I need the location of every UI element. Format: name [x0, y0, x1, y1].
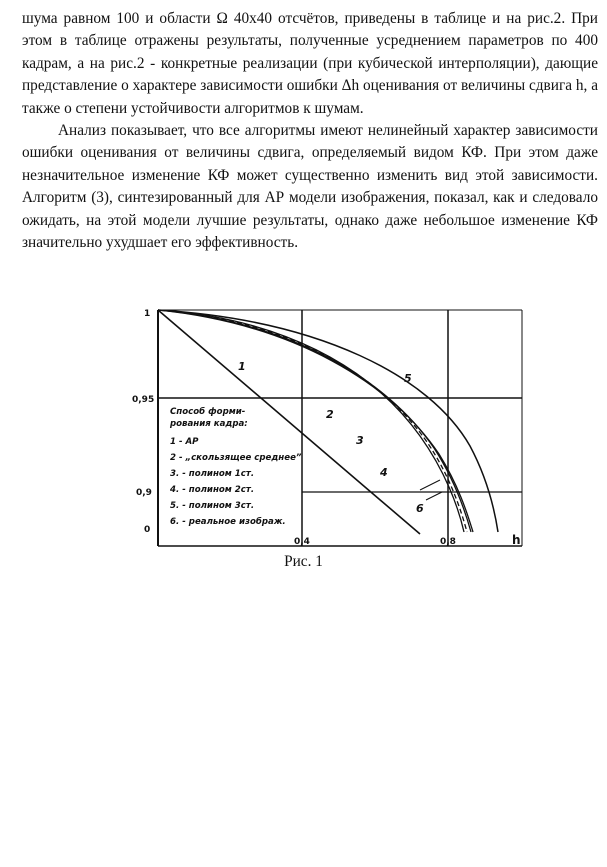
- curve-label-4: 4: [380, 466, 388, 479]
- x-tick-08: 0,8: [440, 537, 456, 547]
- x-tick-04: 0,4: [294, 537, 310, 547]
- curve-label-3: 3: [356, 434, 364, 447]
- y-tick-095: 0,95: [132, 395, 155, 405]
- paragraph-1: шума равном 100 и области Ω 40х40 отсчётов, приведены в таблице и на рис.2. При этом в таблице отражены результаты, полученные усреднением параметров по 400 кадрам, а на рис.2 - конкретные реализации (при кубической интерполяции), дающие представление о характере зависимости ошибки Δh оценивания от величины сдвига h, а также о степени устойчивости алгоритмов к шумам.: [22, 10, 598, 117]
- figure-caption: Рис. 1: [284, 553, 323, 570]
- curve-label-1: 1: [238, 360, 246, 373]
- legend-item-4: 4. - полином 2ст.: [170, 485, 255, 495]
- x-axis-label: h: [512, 533, 521, 547]
- curve-ticks: [420, 480, 442, 500]
- curve-label-6: 6: [416, 502, 424, 515]
- legend-item-2: 2 - „скользящее среднее”: [170, 453, 302, 463]
- curve-label-5: 5: [404, 372, 412, 385]
- legend-title-1: Способ форми-: [170, 407, 246, 417]
- legend-item-1: 1 - АР: [170, 437, 199, 447]
- document-page: [22, 8, 598, 254]
- figure-1-plot: [130, 306, 526, 554]
- legend-item-3: 3. - полином 1ст.: [170, 469, 255, 479]
- figure-1: [130, 306, 526, 554]
- legend-item-6: 6. - реальное изображ.: [170, 517, 286, 527]
- legend-item-5: 5. - полином 3ст.: [170, 501, 255, 511]
- paragraph-2: Анализ показывает, что все алгоритмы имеют нелинейный характер зависимости ошибки оценивания от величины сдвига, определяемый видом КФ. При этом даже незначительное изменение КФ может существенно изменить вид этой зависимости. Алгоритм (3), синтезированный для АР модели изображения, показал, как и следовало ожидать, на этой модели лучшие результаты, однако даже небольшое изменение КФ значительно ухудшает его эффективность.: [22, 122, 598, 252]
- legend-title-2: рования кадра:: [170, 419, 248, 429]
- y-tick-0: 0: [144, 525, 151, 535]
- legend: [169, 406, 302, 527]
- y-tick-09: 0,9: [136, 488, 152, 498]
- curve-label-2: 2: [326, 408, 334, 421]
- y-tick-1: 1: [144, 309, 151, 319]
